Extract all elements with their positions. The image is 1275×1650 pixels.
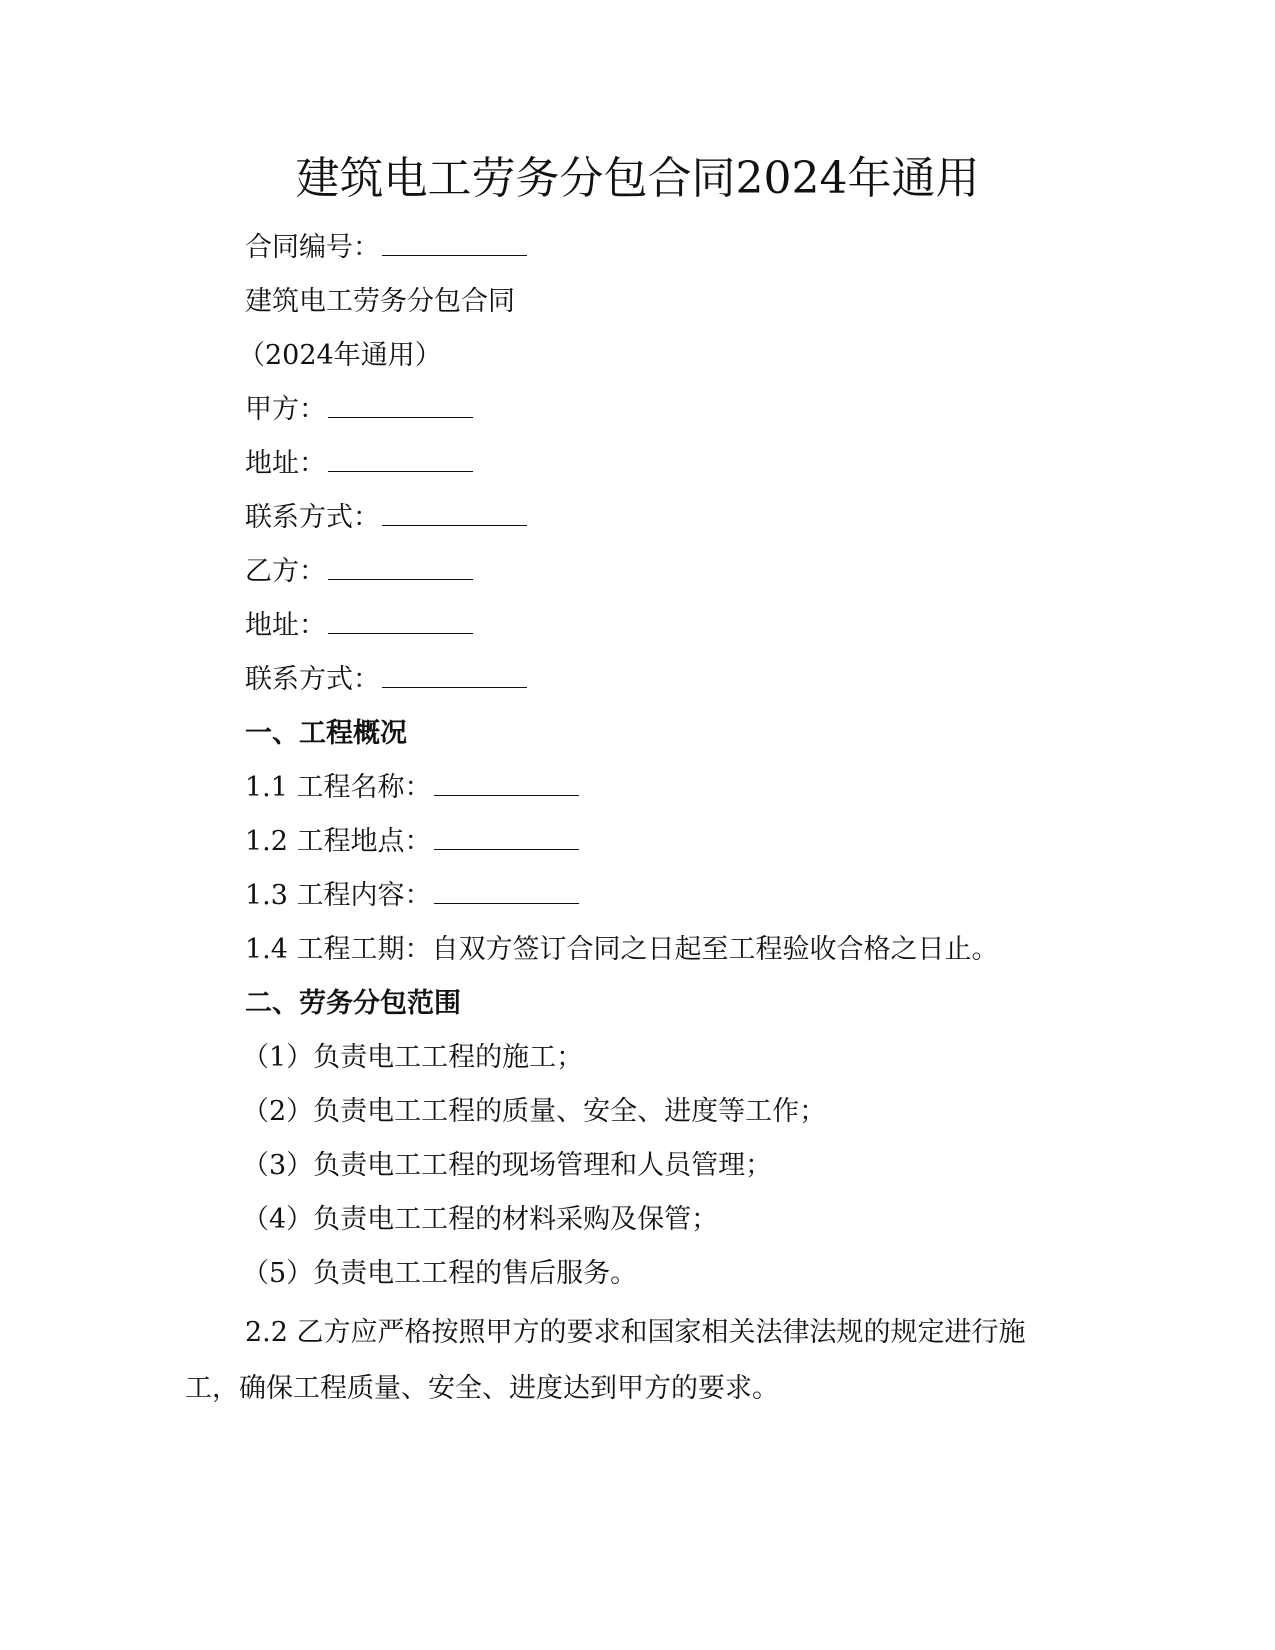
contract-number-line [245,230,527,266]
party-b-address-line [245,608,473,644]
party-a-address-label: 地址： [245,448,326,479]
project-duration-line: 1.4 工程工期：自双方签订合同之日起至工程验收合格之日止。 [245,934,999,965]
party-b-line [245,554,473,590]
project-name-label: 1.1 工程名称： [245,772,432,803]
scope-item-3: （3）负责电工工程的现场管理和人员管理； [242,1150,773,1181]
party-a-blank [328,393,473,418]
party-b-contact-blank [382,663,527,688]
party-b-contact-label: 联系方式： [245,664,380,695]
party-b-address-label: 地址： [245,610,326,641]
party-a-contact-line [245,500,527,536]
party-a-label: 甲方： [245,394,326,425]
section-2-heading: 二、劳务分包范围 [245,988,461,1019]
document-title: 建筑电工劳务分包合同2024年通用 [295,153,980,204]
party-a-line [245,392,473,428]
scope-item-2: （2）负责电工工程的质量、安全、进度等工作； [242,1096,827,1127]
year-note: （2024年通用） [238,340,442,371]
party-a-address-blank [328,447,473,472]
project-name-blank [434,771,579,796]
project-location-blank [434,825,579,850]
contract-number-blank [382,231,527,256]
scope-item-5: （5）负责电工工程的售后服务。 [242,1258,638,1289]
project-content-blank [434,879,579,904]
project-name-line [245,770,579,806]
party-b-blank [328,555,473,580]
project-location-label: 1.2 工程地点： [245,826,432,857]
scope-item-4: （4）负责电工工程的材料采购及保管； [242,1204,719,1235]
clause-2-2-paragraph: 2.2 乙方应严格按照甲方的要求和国家相关法律法规的规定进行施工，确保工程质量、安全、进度达到甲方的要求。 [185,1317,1026,1404]
party-b-label: 乙方： [245,556,326,587]
section-1-heading: 一、工程概况 [245,718,407,749]
scope-item-1: （1）负责电工工程的施工； [242,1042,584,1073]
contract-number-label: 合同编号： [245,232,380,263]
contract-name: 建筑电工劳务分包合同 [245,286,515,317]
party-b-address-blank [328,609,473,634]
project-content-label: 1.3 工程内容： [245,880,432,911]
project-location-line [245,824,579,860]
party-b-contact-line [245,662,527,698]
party-a-contact-label: 联系方式： [245,502,380,533]
party-a-contact-blank [382,501,527,526]
project-content-line [245,878,579,914]
party-a-address-line [245,446,473,482]
